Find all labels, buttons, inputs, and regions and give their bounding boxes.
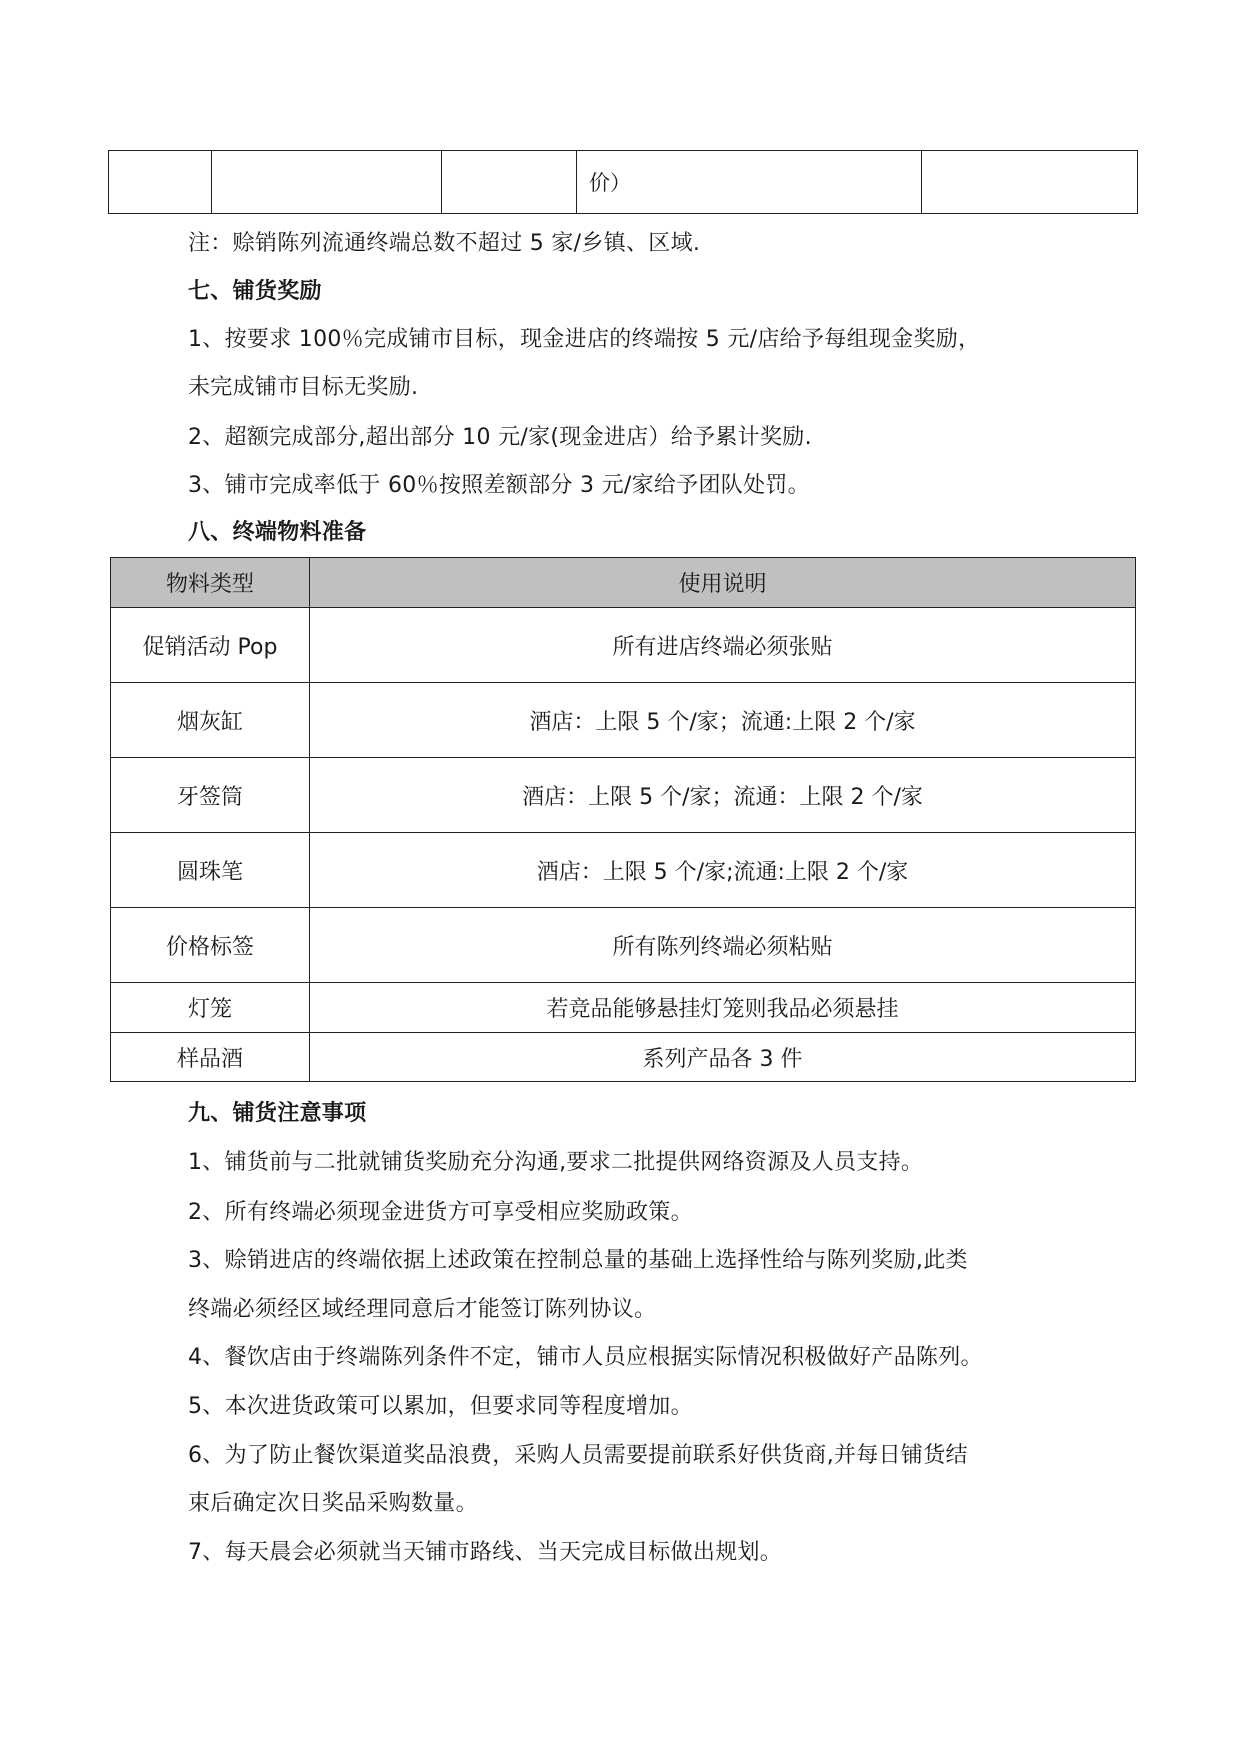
material-desc-cell: 所有进店终端必须张贴 [310,608,1136,683]
list-item: 1、按要求 100％完成铺市目标，现金进店的终端按 5 元/店给予每组现金奖励， [188,327,981,352]
list-item: 5、本次进货政策可以累加，但要求同等程度增加。 [188,1394,693,1419]
section-heading: 八、终端物料准备 [188,520,367,545]
list-item: 6、为了防止餐饮渠道奖品浪费，采购人员需要提前联系好供货商,并每日铺货结 [188,1443,968,1468]
note-text: 注：赊销陈列流通终端总数不超过 5 家/乡镇、区域. [188,231,701,256]
material-type-cell: 圆珠笔 [111,833,310,908]
material-type-cell: 烟灰缸 [111,683,310,758]
table-cell [212,151,442,214]
list-item: 3、赊销进店的终端依据上述政策在控制总量的基础上选择性给与陈列奖励,此类 [188,1248,968,1273]
material-type-cell: 价格标签 [111,908,310,983]
table-row [111,683,1136,758]
table-cell [109,151,212,214]
list-item: 终端必须经区域经理同意后才能签订陈列协议。 [188,1297,657,1322]
list-item: 2、超额完成部分,超出部分 10 元/家(现金进店）给予累计奖励. [188,425,812,450]
material-desc-cell: 若竞品能够悬挂灯笼则我品必须悬挂 [310,983,1136,1033]
list-item: 1、铺货前与二批就铺货奖励充分沟通,要求二批提供网络资源及人员支持。 [188,1150,924,1175]
list-item: 2、所有终端必须现金进货方可享受相应奖励政策。 [188,1200,693,1225]
list-item: 束后确定次日奖品采购数量。 [188,1491,478,1516]
material-desc-cell: 系列产品各 3 件 [310,1033,1136,1082]
list-item: 4、餐饮店由于终端陈列条件不定，铺市人员应根据实际情况积极做好产品陈列。 [188,1345,983,1370]
material-desc-cell: 所有陈列终端必须粘贴 [310,908,1136,983]
material-type-cell: 样品酒 [111,1033,310,1082]
column-header: 物料类型 [111,558,310,608]
table-row [111,908,1136,983]
material-type-cell: 促销活动 Pop [111,608,310,683]
table-cell [442,151,577,214]
column-header: 使用说明 [310,558,1136,608]
table-row [111,833,1136,908]
material-desc-cell: 酒店：上限 5 个/家；流通:上限 2 个/家 [310,683,1136,758]
table-row [111,608,1136,683]
continued-table [108,150,1138,214]
material-type-cell: 灯笼 [111,983,310,1033]
list-item: 未完成铺市目标无奖励. [188,375,419,400]
materials-table [110,557,1136,1082]
table-cell [922,151,1138,214]
table-row [111,1033,1136,1082]
section-heading: 七、铺货奖励 [188,279,322,304]
table-cell: 价） [577,151,922,214]
list-item: 3、铺市完成率低于 60％按照差额部分 3 元/家给予团队处罚。 [188,473,810,498]
table-header-row [111,558,1136,608]
table-row [111,758,1136,833]
table-row [109,151,1138,214]
section-heading: 九、铺货注意事项 [188,1101,367,1126]
table-row [111,983,1136,1033]
material-type-cell: 牙签筒 [111,758,310,833]
material-desc-cell: 酒店：上限 5 个/家;流通:上限 2 个/家 [310,833,1136,908]
material-desc-cell: 酒店：上限 5 个/家；流通：上限 2 个/家 [310,758,1136,833]
list-item: 7、每天晨会必须就当天铺市路线、当天完成目标做出规划。 [188,1540,783,1565]
